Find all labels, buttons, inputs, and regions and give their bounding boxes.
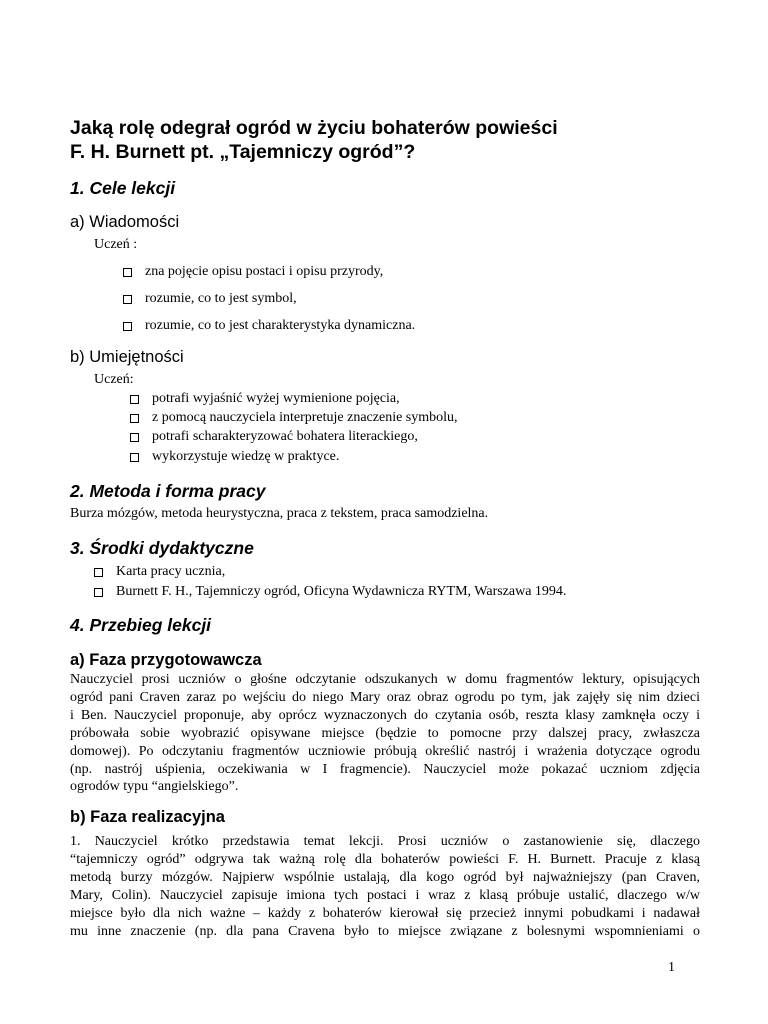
paragraph-line: mu inne znaczenie (np. dla pana Cravena było to miejsce związane z bolesnymi wspomnieniami o (70, 923, 700, 939)
checkbox-bullet-icon (123, 268, 132, 277)
paragraph-line: metodą burzy mózgów. Najpierw wspólnie ustalają, dla kogo ogród był najważniejszy (pan Craven, (70, 869, 700, 885)
paragraph-line: i Ben. Nauczyciel proponuje, aby oprócz wyznaczonych do czytania osób, reszta klasy zamknęła oczy i (70, 707, 700, 723)
paragraph-line: ogród pani Craven zaraz po wejściu do niego Mary oraz obraz ogrodu po tym, jak zajęły się nim dzieci (70, 689, 700, 705)
section-4-heading: 4. Przebieg lekcji (70, 615, 212, 635)
section-2-heading: 2. Metoda i forma pracy (70, 481, 266, 501)
checkbox-bullet-icon (130, 414, 139, 423)
document-title-line-1: Jaką rolę odegrał ogród w życiu bohaterów powieści (70, 117, 558, 139)
page-number: 1 (668, 960, 675, 975)
paragraph-line: domowej). Po odczytaniu fragmentów uczniowie próbują określić nastrój i wrażenia dotyczące ogrodu (70, 743, 700, 759)
checkbox-bullet-icon (130, 453, 139, 462)
document-title-line-2: F. H. Burnett pt. „Tajemniczy ogród”? (70, 141, 416, 163)
section-2-text: Burza mózgów, metoda heurystyczna, praca z tekstem, praca samodzielna. (70, 506, 489, 521)
section-1b-heading: b) Umiejętności (70, 348, 184, 366)
checkbox-bullet-icon (123, 322, 132, 331)
section-1a-intro: Uczeń : (94, 237, 138, 252)
checkbox-bullet-icon (94, 568, 103, 577)
document-page: Jaką rolę odegrał ogród w życiu bohaterów powieści F. H. Burnett pt. „Tajemniczy ogród”? 1. Cele lekcji a) Wiadomości Uczeń : zna pojęcie opisu postaci i opisu przyrody, rozumie, co to jest symbol, rozumie, co to jest charakterystyka dynamiczna. b) Umiejętności Uczeń: potrafi wyjaśnić wyżej wymienione pojęcia, z pomocą nauczyciela interpretuje znaczenie symbolu, potrafi scharakteryzować bohatera literackiego, wykorzystuje wiedzę w praktyce. 2. Metoda i forma pracy Burza mózgów, metoda heurystyczna, praca z tekstem, praca samodzielna. 3. Środki dydaktyczne Karta pracy ucznia, Burnett F. H., Tajemniczy ogród, Oficyna Wydawnicza RYTM, Warszawa 1994. 4. Przebieg lekcji a) Faza przygotowawcza Nauczyciel prosi uczniów o głośne odczytanie odszukanych w domu fragmentów lektury, opisujących ogród pani Craven zaraz po wejściu do niego Mary oraz obraz ogrodu po tym, jak zajęły się nim dzieci i Ben. Nauczyciel proponuje, aby oprócz wyznaczonych do czytania osób, reszta klasy zamknęła oczy i próbowała sobie wyobrazić opisywane miejsce (będzie to pomocne przy dalszej pracy, zwłaszcza domowej). Po odczytaniu fragmentów uczniowie próbują określić nastrój i wrażenia dotyczące ogrodu (np. nastrój uśpienia, oczekiwania w I fragmencie). Nauczyciel może pokazać uczniom zdjęcia ogrodów typu “angielskiego”. b) Faza realizacyjna 1. Nauczyciel krótko przedstawia temat lekcji. Prosi uczniów o zastanowienie się, dlaczego “tajemniczy ogród” odgrywa tak ważną rolę dla bohaterów powieści F. H. Burnett. Pracuje z klasą metodą burzy mózgów. Najpierw wspólnie ustalają, dla kogo ogród był najważniejszy (pan Craven, Mary, Colin). Nauczyciel zapisuje imiona tych postaci i wraz z klasą próbuje ustalić, dlaczego w/w miejsce było dla nich ważne – każdy z bohaterów kierował się przecież innymi pobudkami i nadawał mu inne znaczenie (np. dla pana Cravena było to miejsce związane z bolesnymi wspomnieniami o 1 (70, 117, 700, 975)
section-4a-paragraph (70, 671, 700, 796)
section-4b-heading: b) Faza realizacyjna (70, 808, 225, 826)
paragraph-line: 1. Nauczyciel krótko przedstawia temat lekcji. Prosi uczniów o zastanowienie się, dlaczego (70, 834, 700, 849)
section-4b-paragraph (70, 833, 700, 940)
paragraph-line: Mary, Colin). Nauczyciel zapisuje imiona tych postaci i wraz z klasą próbuje ustalić, dlaczego w/w (70, 887, 700, 903)
checkbox-bullet-icon (130, 433, 139, 442)
paragraph-line: miejsce było dla nich ważne – każdy z bohaterów kierował się przecież innymi pobudkami i nadawał (70, 905, 700, 921)
paragraph-line: (np. nastrój uśpienia, oczekiwania w I fragmencie). Nauczyciel może pokazać uczniom zdjęcia (70, 761, 700, 777)
checkbox-bullet-icon (130, 395, 139, 404)
section-1a-heading: a) Wiadomości (70, 213, 180, 231)
paragraph-line: ogrodów typu “angielskiego”. (70, 779, 239, 795)
section-1-heading: 1. Cele lekcji (70, 178, 176, 198)
paragraph-line: próbowała sobie wyobrazić opisywane miejsce (będzie to pomocne przy dalszej pracy, zwłaszcza (70, 725, 700, 741)
paragraph-line: “tajemniczy ogród” odgrywa tak ważną rolę dla bohaterów powieści F. H. Burnett. Pracuje z klasą (70, 851, 700, 867)
checkbox-bullet-icon (123, 295, 132, 304)
paragraph-line: Nauczyciel prosi uczniów o głośne odczytanie odszukanych w domu fragmentów lektury, opisujących (70, 672, 700, 687)
section-1b-intro: Uczeń: (94, 372, 134, 387)
section-4a-heading: a) Faza przygotowawcza (70, 651, 262, 669)
checkbox-bullet-icon (94, 588, 103, 597)
section-3-heading: 3. Środki dydaktyczne (70, 538, 254, 558)
